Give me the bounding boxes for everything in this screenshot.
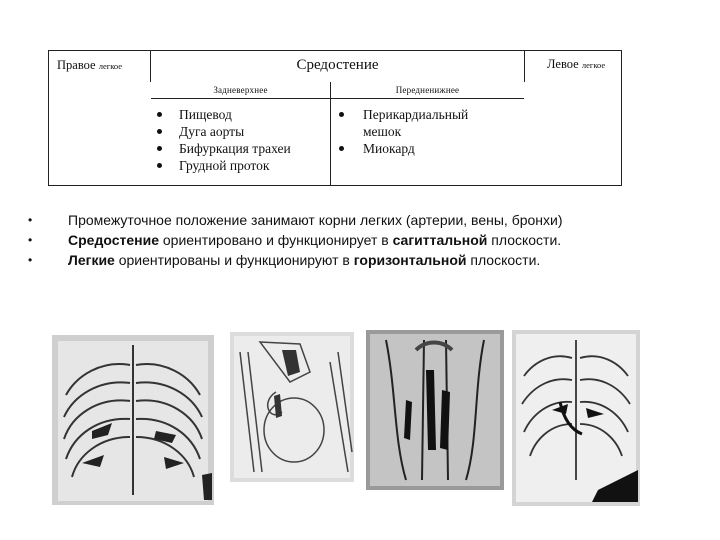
list-item (331, 106, 503, 140)
bullet-bold: сагиттальной (392, 232, 488, 248)
list-item-text: Дуга аорты (179, 124, 245, 139)
bullet-bold: Легкие (68, 252, 115, 268)
rib-cage-drawing (52, 335, 214, 505)
left-lung-cell (524, 51, 621, 82)
mediastinum-table (48, 50, 622, 186)
left-lung-small: легкое (581, 60, 606, 70)
bullet-dot-icon (157, 146, 162, 151)
bullet-icon: • (28, 233, 33, 247)
right-lung-cell (49, 51, 151, 82)
anterior-list (331, 99, 524, 157)
bullet-item (28, 210, 698, 230)
posterior-list (151, 99, 330, 174)
left-lung-title: Левое (547, 57, 579, 71)
bullet-text: плоскости. (487, 232, 562, 248)
bullet-item (28, 250, 698, 270)
bullet-text: ориентировано и функционирует в (158, 232, 393, 248)
list-item-text: Бифуркация трахеи (179, 141, 291, 156)
bullet-text: плоскости. (466, 252, 541, 268)
list-item-text: Пищевод (179, 107, 232, 122)
bullet-dot-icon (339, 146, 344, 151)
bullet-item (28, 230, 698, 250)
bullet-text: Промежуточное положение занимают корни легких (артерии, вены, бронхи) (68, 212, 563, 228)
posterior-header: Задневерхнее (151, 82, 330, 99)
list-item (151, 106, 330, 123)
bullet-dot-icon (339, 112, 344, 117)
bullet-icon: • (28, 213, 33, 227)
mediastinum-vessels-drawing (366, 330, 504, 490)
bullet-bold: горизонтальной (353, 252, 467, 268)
list-item-text: Миокард (363, 141, 415, 156)
bullet-dot-icon (157, 112, 162, 117)
bullet-bold: Средостение (68, 232, 159, 248)
anterior-header: Передненижнее (331, 82, 524, 99)
posterior-mediastinum (151, 82, 331, 185)
bullet-dot-icon (157, 129, 162, 134)
list-item-text: Грудной проток (179, 158, 270, 173)
list-item (331, 140, 524, 157)
bullet-dot-icon (157, 163, 162, 168)
right-lung-title: Правое (57, 58, 96, 72)
bullet-icon: • (28, 253, 33, 267)
anterior-mediastinum (331, 82, 524, 185)
list-item (151, 157, 330, 174)
list-item (151, 140, 330, 157)
bullet-list (28, 210, 698, 270)
right-lung-small: легкое (98, 61, 123, 71)
list-item-text: Перикардиальный мешок (363, 107, 469, 139)
mediastinum-body (151, 82, 524, 185)
heart-mediastinum-drawing (230, 332, 354, 482)
list-item (151, 123, 330, 140)
chest-xray-drawing (512, 330, 640, 506)
mediastinum-title: Средостение (296, 57, 379, 73)
bullet-text: ориентированы и функционируют в (114, 252, 354, 268)
